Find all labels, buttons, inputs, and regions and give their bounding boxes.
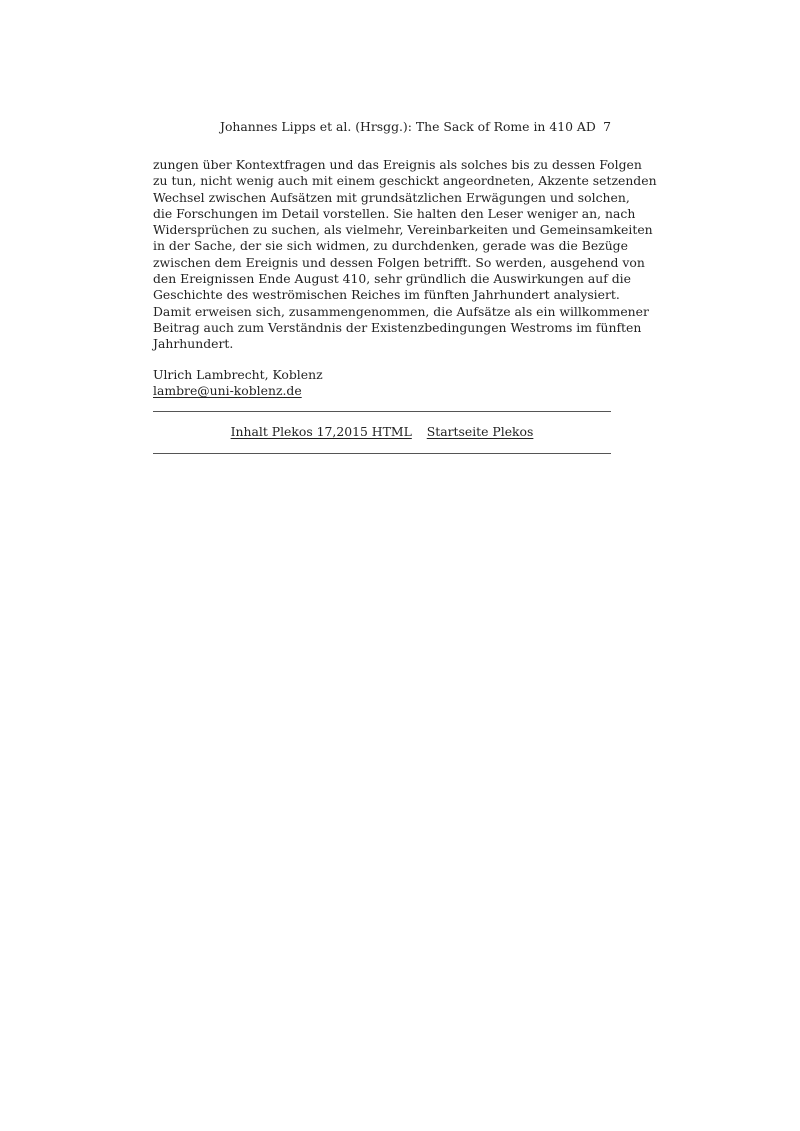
- text-line: zungen über Kontextfragen und das Ereignis als solches bis zu dessen Folgen: [153, 157, 642, 172]
- text-line: Widersprüchen zu suchen, als vielmehr, Vereinbarkeiten und Gemeinsamkeiten: [153, 222, 653, 238]
- text-line: Damit erweisen sich, zusammengenommen, die Aufsätze als ein willkommener: [153, 303, 649, 319]
- text-line: zu tun, nicht wenig auch mit einem geschickt angeordneten, Akzente setzenden: [153, 173, 657, 189]
- body-paragraph: [153, 157, 657, 353]
- page-number: 7: [603, 119, 611, 134]
- footer-nav: [153, 424, 611, 439]
- contents-link[interactable]: Inhalt Plekos 17,2015 HTML: [230, 424, 412, 439]
- divider-top: [153, 411, 611, 412]
- author-email-link[interactable]: lambre@uni-koblenz.de: [153, 383, 302, 399]
- text-line: Beitrag auch zum Verständnis der Existenzbedingungen Westroms im fünften: [153, 319, 642, 335]
- home-link[interactable]: Startseite Plekos: [426, 424, 534, 439]
- text-line: Wechsel zwischen Aufsätzen mit grundsätzlichen Erwägungen und solchen,: [153, 189, 630, 205]
- signature-block: [153, 367, 323, 400]
- text-line: zwischen dem Ereignis und dessen Folgen betrifft. So werden, ausgehend von: [153, 254, 645, 270]
- text-line: in der Sache, der sie sich widmen, zu durchdenken, gerade was die Bezüge: [153, 238, 628, 254]
- divider-bottom: [153, 453, 611, 454]
- running-title: Johannes Lipps et al. (Hrsgg.): The Sack of Rome in 410 AD: [220, 119, 596, 134]
- author-name: Ulrich Lambrecht, Koblenz: [153, 367, 323, 382]
- text-line: Jahrhundert.: [153, 336, 234, 352]
- text-line: den Ereignissen Ende August 410, sehr gründlich die Auswirkungen auf die: [153, 271, 631, 287]
- text-line: die Forschungen im Detail vorstellen. Sie halten den Leser weniger an, nach: [153, 205, 636, 221]
- text-line: Geschichte des weströmischen Reiches im fünften Jahrhundert analysiert.: [153, 287, 620, 303]
- running-head: [153, 119, 611, 137]
